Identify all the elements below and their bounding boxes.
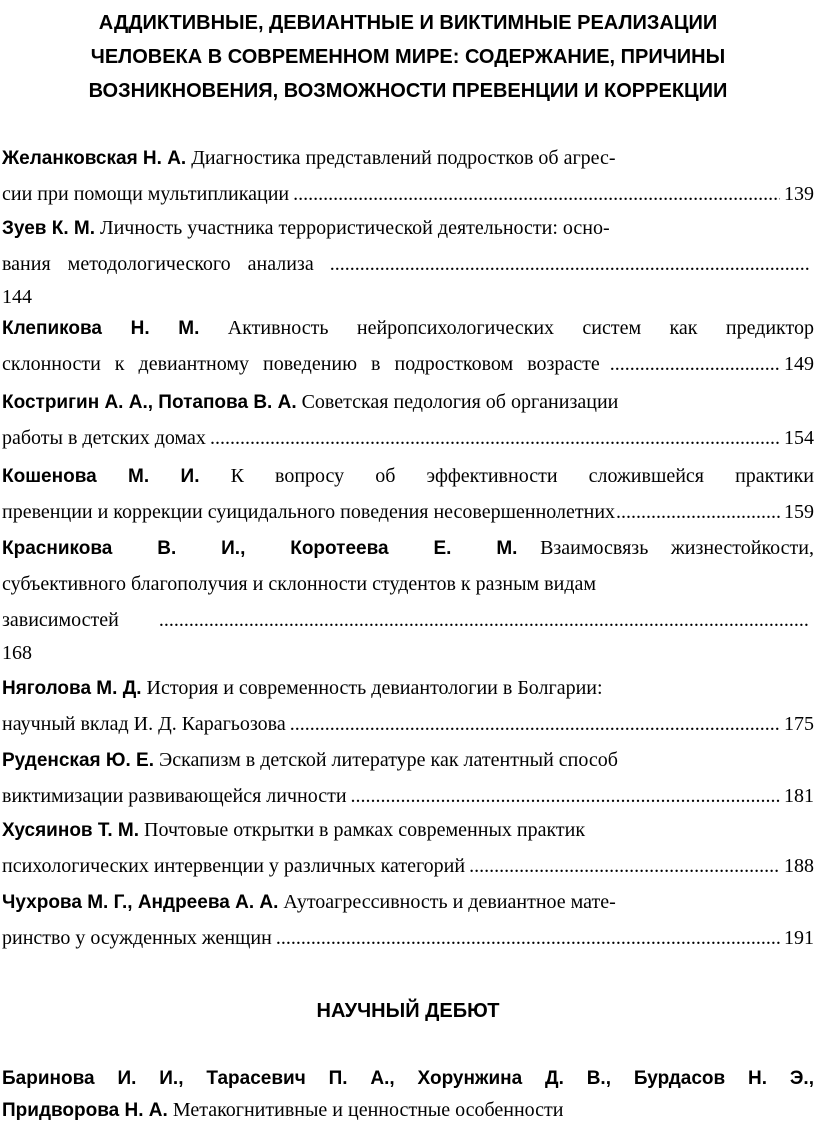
toc-entry-khusyainov[interactable] [2,812,814,884]
entry-author: Клепикова Н. М. [2,318,200,339]
entry-authors: Баринова И. И., Тарасевич П. А., Хорунжина Д. В., Бурдасов Н. Э., [2,1068,814,1089]
dot-leader [290,706,780,742]
section-title-line-1: АДДИКТИВНЫЕ, ДЕВИАНТНЫЕ И ВИКТИМНЫЕ РЕАЛИЗАЦИИ [98,12,718,34]
entry-title-cont: работы в детских домах [2,427,206,449]
entry-page-number: 188 [784,855,814,877]
entry-page-number: 154 [784,427,814,449]
toc-entry-zhelankovskaya[interactable] [2,140,814,212]
entry-title-cont: превенции и коррекции суицидального поведения несовершеннолетних [2,501,616,523]
toc-entry-kostrigin[interactable] [2,384,814,456]
entry-title-cont: виктимизации развивающейся личности [2,785,347,807]
entry-title: История и современность девиантологии в Болгарии: [141,677,603,699]
dot-leader [616,494,780,530]
entry-author: Няголова М. Д. [2,678,142,699]
entry-page-number: 181 [784,785,814,807]
section-title-line-2: ЧЕЛОВЕКА В СОВРЕМЕННОМ МИРЕ: СОДЕРЖАНИЕ, ПРИЧИНЫ [90,46,726,68]
entry-title-cont: ринство у осужденных женщин [2,927,272,949]
dot-leader [210,420,780,456]
entry-title: Диагностика представлений подростков об агрес- [186,147,616,169]
entry-page-number: 149 [784,353,814,375]
dot-leader [469,848,780,884]
section-title-main [0,6,816,108]
entry-title: Почтовые открытки в рамках современных практик [139,819,586,841]
dot-leader [351,778,780,814]
entry-title: Метакогнитивные и ценностные особенности [167,1099,564,1121]
toc-entry-koshenova[interactable] [2,458,814,530]
dot-leader [293,176,780,212]
entry-page-number: 191 [784,927,814,949]
toc-entry-klepikova[interactable] [2,310,814,382]
entry-page-number: 168 [2,642,32,664]
entry-title: Эскапизм в детской литературе как латентный способ [153,749,618,771]
toc-entry-chukhrova[interactable] [2,884,814,956]
entry-author: Желанковская Н. А. [2,148,187,169]
section-title-line-3: ВОЗНИКНОВЕНИЯ, ВОЗМОЖНОСТИ ПРЕВЕНЦИИ И КОРРЕКЦИИ [88,80,728,102]
dot-leader [330,246,810,282]
toc-entry-zuev[interactable] [2,210,814,312]
entry-author: Чухрова М. Г., Андреева А. А. [2,892,279,913]
section-title-debut: НАУЧНЫЙ ДЕБЮТ [316,1000,500,1022]
toc-entry-nyagolova[interactable] [2,670,814,742]
dot-leader [610,346,780,382]
entry-page-number: 159 [784,501,814,523]
entry-title: Советская педология об организации [296,391,619,413]
entry-title-cont: сии при помощи мультипликации [2,183,290,205]
toc-entry-barinova[interactable] [2,1062,814,1126]
entry-title-cont: научный вклад И. Д. Карагьозова [2,713,286,735]
entry-author: Костригин А. А., Потапова В. А. [2,392,297,413]
toc-entry-rudenskaya[interactable] [2,742,814,814]
toc-entry-krasnikova[interactable] [2,530,814,668]
entry-author: Красникова В. И., Коротеева Е. М. [2,538,518,559]
entry-page-number: 175 [784,713,814,735]
dot-leader [276,920,780,956]
entry-title-cont-2: зависимостей [2,609,119,631]
entry-title-cont: психологических интервенции у различных категорий [2,855,466,877]
entry-author: Хусяинов Т. М. [2,820,140,841]
entry-title-cont: склонности к девиантному поведению в подростковом возрасте [2,353,600,375]
entry-title-cont: вания методологического анализа [2,253,314,275]
entry-author-cont: Придворова Н. А. [2,1100,168,1121]
entry-author: Руденская Ю. Е. [2,750,154,771]
entry-title: Личность участника террористической деятельности: осно- [95,217,610,239]
entry-title: К вопросу об эффективности сложившейся практики [199,465,814,487]
entry-author: Зуев К. М. [2,218,96,239]
entry-title: Взаимосвязь жизнестойкости, [517,537,814,559]
entry-page-number: 139 [784,183,814,205]
dot-leader [159,602,810,638]
entry-author: Кошенова М. И. [2,466,200,487]
entry-title: Активность нейропсихологических систем как предиктор [199,317,814,339]
entry-title-cont: субъективного благополучия и склонности студентов к разным видам [2,573,597,595]
entry-title: Аутоагрессивность и девиантное мате- [278,891,616,913]
entry-page-number: 144 [2,286,32,308]
